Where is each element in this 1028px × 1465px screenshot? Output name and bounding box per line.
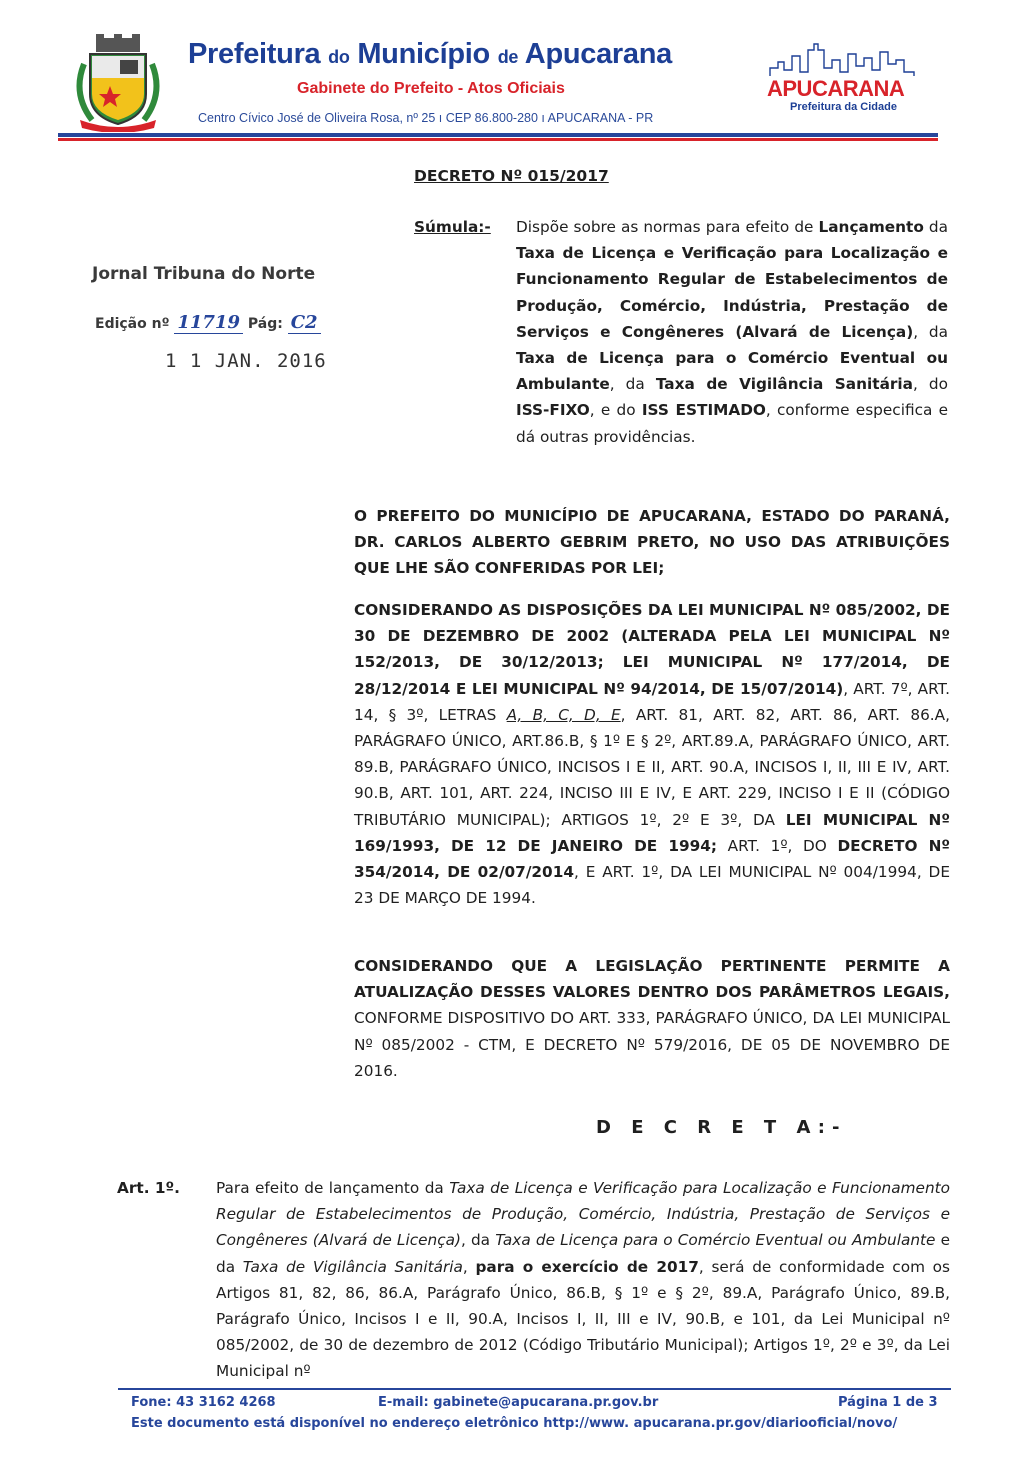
text-run: para o exercício de 2017 [475, 1257, 699, 1276]
logo-name: APUCARANA [767, 76, 905, 101]
stamp-edition-label: Edição nº [95, 316, 170, 332]
preamble: O PREFEITO DO MUNICÍPIO DE APUCARANA, ESTADO DO PARANÁ, DR. CARLOS ALBERTO GEBRIM PRETO, NO USO DAS ATRIBUIÇÕES QUE LHE SÃO CONFERIDAS POR LEI; [354, 507, 950, 578]
text-run: , e do [589, 401, 642, 420]
footer-availability[interactable]: Este documento está disponível no endereço eletrônico http://www. apucarana.pr.gov/diariooficial/novo/ [131, 1416, 898, 1431]
footer-page-number: Página 1 de 3 [838, 1395, 938, 1410]
text-run: DECRETO Nº 354/2014, DE 02/07/2014 [354, 836, 950, 882]
article-1-text [216, 1175, 950, 1385]
text-run: CONSIDERANDO AS DISPOSIÇÕES DA LEI MUNICIPAL Nº 085/2002, DE 30 DE DEZEMBRO DE 2002 (ALTERADA PELA LEI MUNICIPAL Nº 152/2013, DE 30/12/2013; LEI MUNICIPAL Nº 177/2014, DE 28/12/2014 E LEI MUNICIPAL Nº 94/2014, DE 15/07/2014) [354, 601, 950, 698]
text-run: Lançamento [818, 218, 924, 236]
decree-title: DECRETO Nº 015/2017 [414, 167, 609, 185]
stamp-edition [95, 312, 321, 333]
header-divider-blue [58, 133, 938, 137]
text-run: ISS-FIXO [516, 401, 590, 420]
considerando-1 [354, 597, 950, 911]
text-run: , [462, 1257, 476, 1276]
header-title: Prefeitura do Município de Apucarana [188, 38, 672, 70]
text-run: , da [609, 375, 656, 394]
text-run: , E ART. 1º, DA LEI MUNICIPAL Nº 004/1994, DE 23 DE MARÇO DE 1994. [354, 863, 950, 908]
text-run: CONFORME DISPOSITIVO DO ART. 333, PARÁGRAFO ÚNICO, DA LEI MUNICIPAL Nº 085/2002 - CTM, E DECRETO Nº 579/2016, DE 05 DE NOVEMBRO DE 2016. [354, 1009, 950, 1080]
stamp-page-label: Pág: [247, 316, 283, 332]
header-divider-red [58, 138, 938, 141]
text-run: Taxa de Vigilância Sanitária [655, 375, 914, 394]
city-skyline-logo [768, 42, 918, 78]
coat-of-arms-icon [70, 34, 166, 132]
text-run: Taxa de Licença e Verificação para Localização e Funcionamento Regular de Estabelecimentos de Produção, Comércio, Indústria, Prestação de Serviços e Congêneres (Alvará de Licença) [216, 1179, 950, 1250]
stamp-page-value: C2 [288, 312, 321, 334]
text-run: Taxa de Vigilância Sanitária [242, 1257, 463, 1276]
text-run: Taxa de Licença e Verificação para Localização e Funcionamento Regular de Estabelecimentos de Produção, Comércio, Indústria, Prestação de Serviços e Congêneres (Alvará de Licença) [516, 244, 948, 341]
stamp-edition-value: 11719 [174, 312, 243, 334]
text-run: Para efeito de lançamento da [216, 1179, 450, 1197]
considerando-2 [354, 953, 950, 1084]
text-run: Taxa de Licença para o Comércio Eventual ou Ambulante [516, 349, 948, 394]
decreta-heading: D E C R E T A:- [596, 1117, 847, 1138]
text-run: e da [216, 1231, 950, 1276]
text-run: , da [460, 1231, 496, 1250]
footer-email[interactable]: E-mail: gabinete@apucarana.pr.gov.br [378, 1395, 659, 1410]
text-run: , ART. 7º, ART. 14, § 3º, LETRAS [354, 679, 950, 724]
sumula-label: Súmula:- [414, 218, 491, 236]
stamp-date: 1 1 JAN. 2016 [165, 350, 327, 372]
text-run: da [923, 218, 948, 236]
footer-divider [118, 1388, 951, 1390]
header-address: Centro Cívico José de Oliveira Rosa, nº 25 ı CEP 86.800-280 ı APUCARANA - PR [198, 111, 654, 125]
text-run: Dispõe sobre as normas para efeito de [516, 218, 819, 236]
header-subtitle: Gabinete do Prefeito - Atos Oficiais [297, 80, 565, 97]
text-run: LEI MUNICIPAL Nº 169/1993, DE 12 DE JANEIRO DE 1994; [354, 810, 950, 855]
text-run: , ART. 81, ART. 82, ART. 86, ART. 86.A, PARÁGRAFO ÚNICO, ART.86.B, § 1º E § 2º, ART.89.A, PARÁGRAFO ÚNICO, ART. 89.B, PARÁGRAFO ÚNICO, INCISOS I E II, ART. 90.A, INCISOS I, II, III E IV, ART. 90.B, ART. 101, ART. 224, INCISO III E IV, E ART. 229, INCISO I E II (CÓDIGO TRIBUTÁRIO MUNICIPAL); ARTIGOS 1º, 2º E 3º, DA [354, 705, 950, 829]
text-run: ISS ESTIMADO [641, 401, 766, 420]
text-run: A, B, C, D, E [506, 705, 621, 724]
sumula-text [516, 214, 948, 450]
logo-tagline: Prefeitura da Cidade [790, 101, 897, 113]
text-run: Taxa de Licença para o Comércio Eventual ou Ambulante [495, 1231, 936, 1250]
text-run: CONSIDERANDO QUE A LEGISLAÇÃO PERTINENTE PERMITE A ATUALIZAÇÃO DESSES VALORES DENTRO DOS PARÂMETROS LEGAIS, [354, 957, 950, 1002]
article-1-label: Art. 1º. [117, 1179, 180, 1197]
text-run: , será de conformidade com os Artigos 81, 82, 86, 86.A, Parágrafo Único, 86.B, § 1º e § 2º, 89.A, Parágrafo Único, 89.B, Parágrafo Único, Incisos I e II, 90.A, Incisos I, II, III e IV, 90.B, e 101, da Lei Municipal nº 085/2002, de 30 de dezembro de 2012 (Código Tributário Municipal); Artigos 1º, 2º e 3º, da Lei Municipal nº [216, 1257, 950, 1381]
text-run: ART. 1º, DO [717, 836, 838, 855]
text-run: , do [913, 375, 949, 394]
stamp-newspaper: Jornal Tribuna do Norte [92, 264, 316, 284]
text-run: , da [913, 322, 949, 341]
text-run: , conforme especifica e dá outras providências. [516, 401, 949, 446]
footer-phone: Fone: 43 3162 4268 [131, 1395, 276, 1410]
